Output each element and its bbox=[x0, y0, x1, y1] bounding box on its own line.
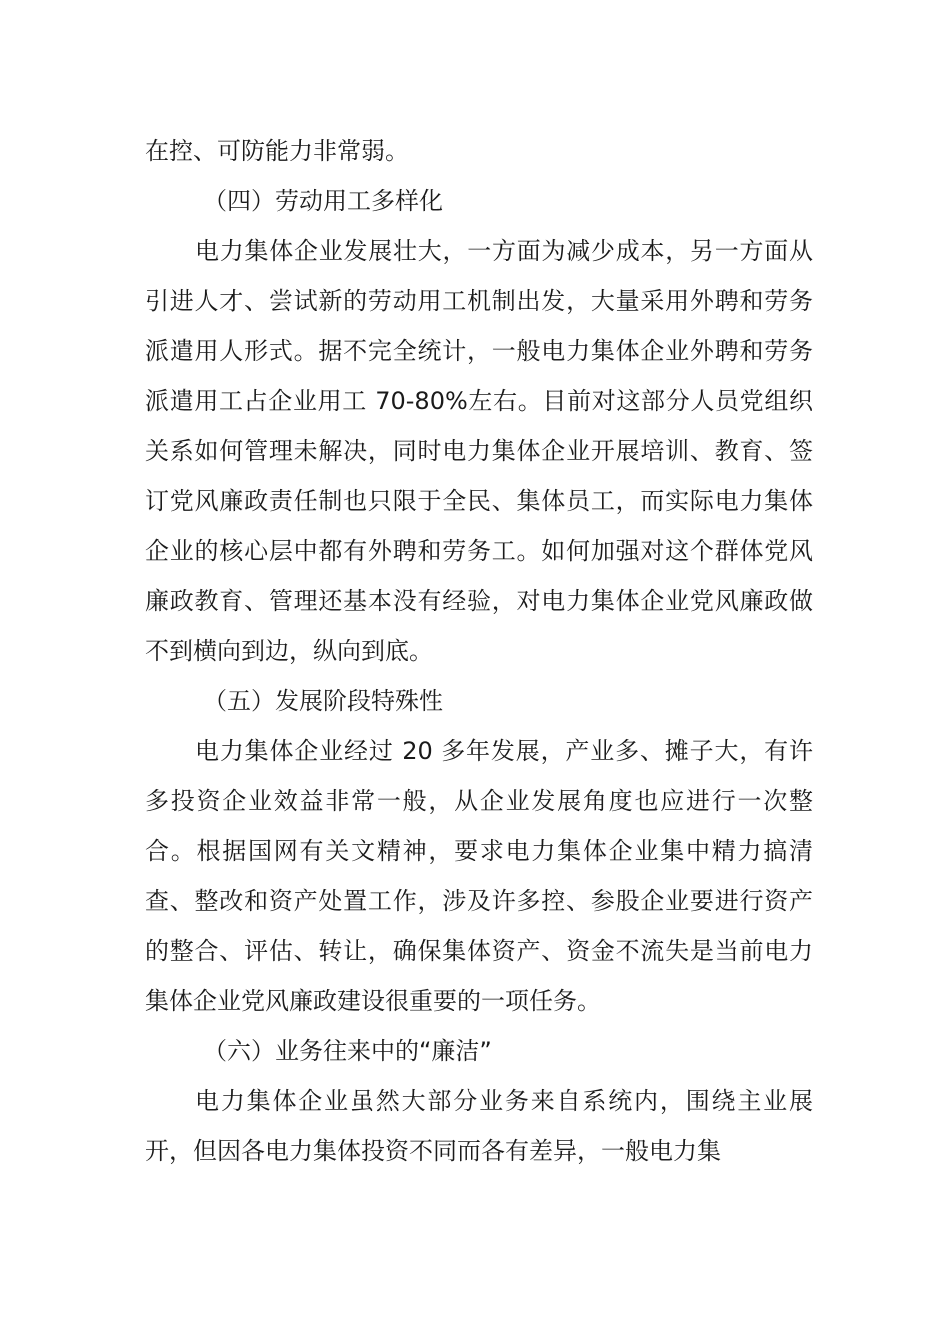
body-paragraph-development: 电力集体企业经过 20 多年发展，产业多、摊子大，有许多投资企业效益非常一般，从企业发展角度也应进行一次整合。根据国网有关文精神，要求电力集体企业集中精力搞清查、整改和资产处置工作，涉及许多控、参股企业要进行资产的整合、评估、转让，确保集体资产、资金不流失是当前电力集体企业党风廉政建设很重要的一项任务。 bbox=[145, 737, 813, 1015]
document-body bbox=[145, 126, 813, 1176]
section-heading-5: （五）发展阶段特殊性 bbox=[203, 687, 443, 715]
continued-text: 在控、可防能力非常弱。 bbox=[145, 137, 409, 165]
body-paragraph-business: 电力集体企业虽然大部分业务来自系统内，围绕主业展开，但因各电力集体投资不同而各有差异，一般电力集 bbox=[145, 1087, 813, 1165]
section-heading-6: （六）业务往来中的“廉洁” bbox=[203, 1037, 492, 1065]
body-paragraph-labor: 电力集体企业发展壮大，一方面为减少成本，另一方面从引进人才、尝试新的劳动用工机制出发，大量采用外聘和劳务派遣用人形式。据不完全统计，一般电力集体企业外聘和劳务派遣用工占企业用工 70-80%左右。目前对这部分人员党组织关系如何管理未解决，同时电力集体企业开展培训、教育、签订党风廉政责任制也只限于全民、集体员工，而实际电力集体企业的核心层中都有外聘和劳务工。如何加强对这个群体党风廉政教育、管理还基本没有经验，对电力集体企业党风廉政做不到横向到边，纵向到底。 bbox=[145, 237, 813, 665]
section-heading-4: （四）劳动用工多样化 bbox=[203, 187, 443, 215]
